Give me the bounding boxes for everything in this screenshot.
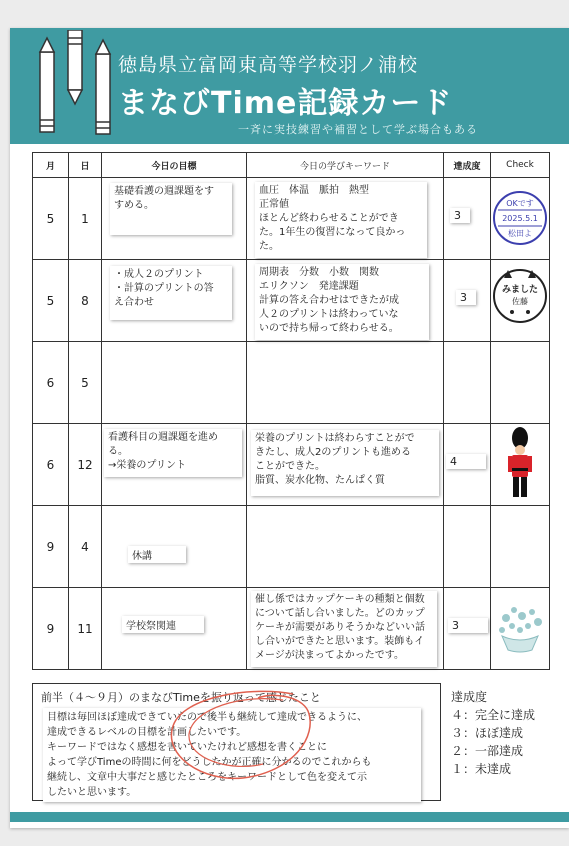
day-cell: 8 [69,260,102,342]
check-cell [491,260,550,342]
ok-stamp-icon [492,190,548,246]
achievement-cell [444,424,491,506]
table-row [33,506,550,588]
keywords-cell [247,342,444,424]
month-cell: 6 [33,342,69,424]
check-cell [491,424,550,506]
goal-note: 休講 [128,546,186,563]
goal-note: 学校祭関連 [122,616,204,633]
table-row [33,588,550,670]
cat-stamp-icon [492,268,548,324]
footer-bar [10,812,569,822]
col-day: 日 [69,153,102,178]
goal-cell [102,424,247,506]
ok-stamp-line1: OKです [506,199,534,208]
keywords-note: 血圧 体温 脈拍 熱型 正常値 ほとんど終わらせることができ た。1年生の復習になって良かっ た。 [255,182,427,258]
achievement-cell [444,506,491,588]
table-row [33,178,550,260]
month-cell: 9 [33,588,69,670]
reflection-text: 目標は毎回ほぼ達成できていたので後半も継続して達成できるように、 達成できるレベルの目標を計画したいです。 キーワードではなく感想を書いていたけれど感想を書くことに よって学びTimeの時間に何をどうしたかが正確に分かるのでこれからも 継続し、文章中大事だと感じたところをキーワードとして色を変えて示 したいと思います。 [43,708,421,802]
month-cell: 5 [33,178,69,260]
col-month: 月 [33,153,69,178]
check-cell [491,506,550,588]
goal-note: 看護科目の週課題を進め る。 →栄養のプリント [104,429,242,477]
achievement-note: 4 [446,454,486,469]
cat-stamp-line1: みました [501,285,539,295]
col-check: Check [491,153,550,178]
day-cell: 1 [69,178,102,260]
goal-cell [102,506,247,588]
legend-item: ３：ほぼ達成 [451,726,524,740]
col-keywords: 今日の学びキーワード [247,153,444,178]
day-cell: 5 [69,342,102,424]
keywords-note: 栄養のプリントは終わらすことがで きたし、成人2のプリントも進める ことができた。 脂質、炭水化物、たんぱく質 [251,430,439,496]
day-cell: 12 [69,424,102,506]
check-cell [491,178,550,260]
legend-item: ２：一部達成 [451,744,524,758]
table-row [33,424,550,506]
ok-stamp-name: 松田よ [508,229,532,238]
red-pen-circle-icon [143,686,343,786]
legend-title: 達成度 [451,690,488,704]
achievement-cell [444,588,491,670]
legend-item: １：未達成 [451,762,512,776]
reflection-title: 前半（４～９月）のまなびTimeを振り返って感じたこと [41,691,321,704]
keywords-cell [247,424,444,506]
keywords-cell [247,506,444,588]
legend-item: ４：完全に達成 [451,708,536,722]
col-achievement: 達成度 [444,153,491,178]
keywords-note: 周期表 分数 小数 関数 エリクソン 発達課題 計算の答え合わせはできたが成 人２のプリントは終わっていな いので持ち帰って終わらせる。 [255,264,429,340]
day-cell: 4 [69,506,102,588]
school-name: 徳島県立富岡東高等学校羽ノ浦校 [118,54,419,76]
achievement-cell [444,260,491,342]
reflection-box [32,683,441,801]
keywords-cell [247,178,444,260]
achievement-note: 3 [448,618,488,633]
ok-stamp-date: 2025.5.1 [502,214,538,223]
month-cell: 6 [33,424,69,506]
achievement-legend [451,688,535,778]
day-cell: 11 [69,588,102,670]
check-cell [491,342,550,424]
goal-note: 基礎看護の週課題をす すめる。 [110,183,232,235]
achievement-note: 3 [450,208,470,223]
achievement-cell [444,342,491,424]
card-title: まなびTime記録カード [118,86,453,121]
cat-stamp-name: 佐藤 [512,297,528,306]
keywords-note: 催し係ではカップケーキの種類と個数 について話し合いました。どのカップ ケーキが需要がありそうかなどいい話 し合いができたと思います。装飾もイ メージが決まってよかったです。 [251,591,437,667]
month-cell: 9 [33,506,69,588]
flower-bouquet-icon [492,600,548,656]
table-header-row [33,153,550,178]
keywords-cell [247,588,444,670]
card-subtitle: 一斉に実技練習や補習として学ぶ場合もある [238,123,478,136]
col-goal: 今日の目標 [102,153,247,178]
goal-cell [102,342,247,424]
royal-guard-icon [505,426,535,502]
table-row [33,342,550,424]
check-cell [491,588,550,670]
achievement-note: 3 [456,290,476,305]
keywords-cell [247,260,444,342]
goal-cell [102,588,247,670]
study-log-table [32,152,550,670]
achievement-cell [444,178,491,260]
goal-cell [102,178,247,260]
goal-note: ・成人２のプリント ・計算のプリントの答 え合わせ [110,266,232,320]
month-cell: 5 [33,260,69,342]
table-row [33,260,550,342]
pencils-icon [34,30,114,148]
goal-cell [102,260,247,342]
